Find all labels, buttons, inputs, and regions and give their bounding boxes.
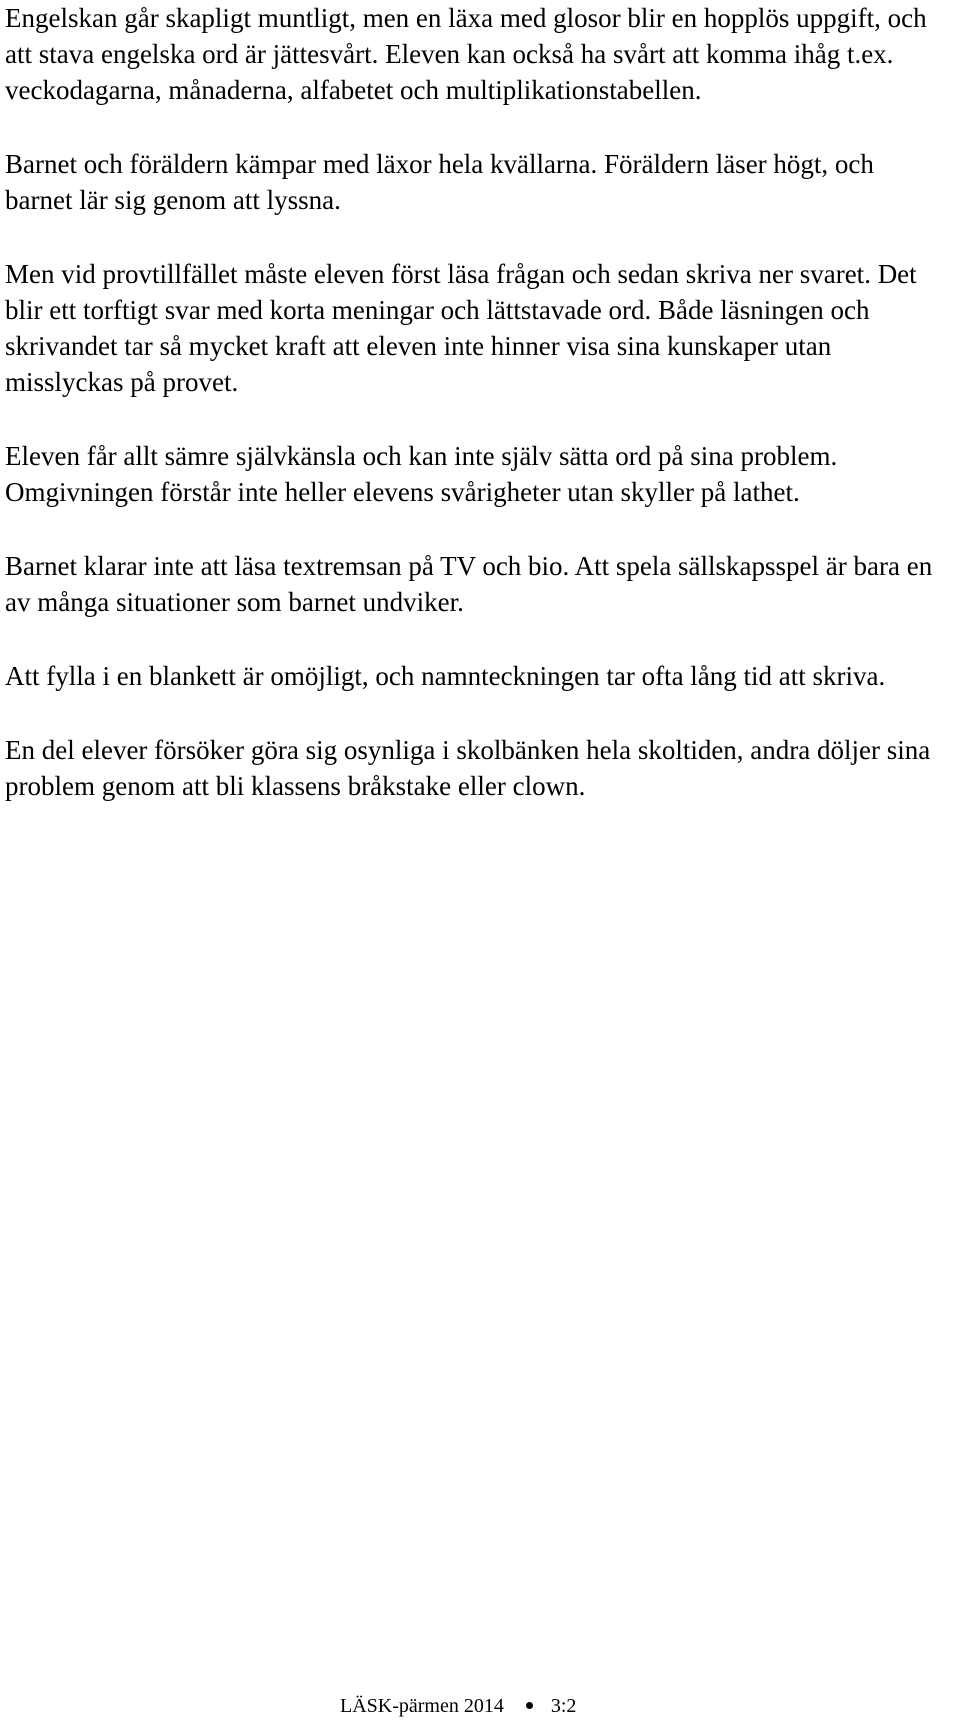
bullet-separator-icon bbox=[526, 1702, 533, 1709]
footer-title: LÄSK-pärmen 2014 bbox=[340, 1695, 504, 1717]
body-text bbox=[5, 0, 945, 842]
page-number: 3:2 bbox=[550, 1695, 577, 1717]
paragraph: Barnet klarar inte att läsa textremsan på TV och bio. Att spela sällskapsspel är bara en av många situationer som barnet undviker. bbox=[5, 551, 933, 617]
paragraph: Barnet och föräldern kämpar med läxor hela kvällarna. Föräldern läser högt, och barnet lär sig genom att lyssna. bbox=[5, 149, 874, 215]
paragraph: Att fylla i en blankett är omöjligt, och namnteckningen tar ofta lång tid att skriva. bbox=[5, 661, 886, 691]
paragraph: Men vid provtillfället måste eleven först läsa frågan och sedan skriva ner svaret. Det blir ett torftigt svar med korta meningar och lättstavade ord. Både läsningen och skrivandet tar så mycket kraft att eleven inte hinner visa sina kunskaper utan misslyckas på provet. bbox=[5, 259, 917, 397]
page-footer bbox=[340, 1694, 576, 1718]
paragraph: Eleven får allt sämre självkänsla och kan inte själv sätta ord på sina problem. Omgivningen förstår inte heller elevens svårigheter utan skyller på lathet. bbox=[5, 441, 838, 507]
paragraph: En del elever försöker göra sig osynliga i skolbänken hela skoltiden, andra döljer sina problem genom att bli klassens bråkstake eller clown. bbox=[5, 735, 931, 801]
paragraph: Engelskan går skapligt muntligt, men en läxa med glosor blir en hopplös uppgift, och att stava engelska ord är jättesvårt. Eleven kan också ha svårt att komma ihåg t.ex. veckodagarna, månaderna, alfabetet och multiplikationstabellen. bbox=[5, 3, 927, 105]
